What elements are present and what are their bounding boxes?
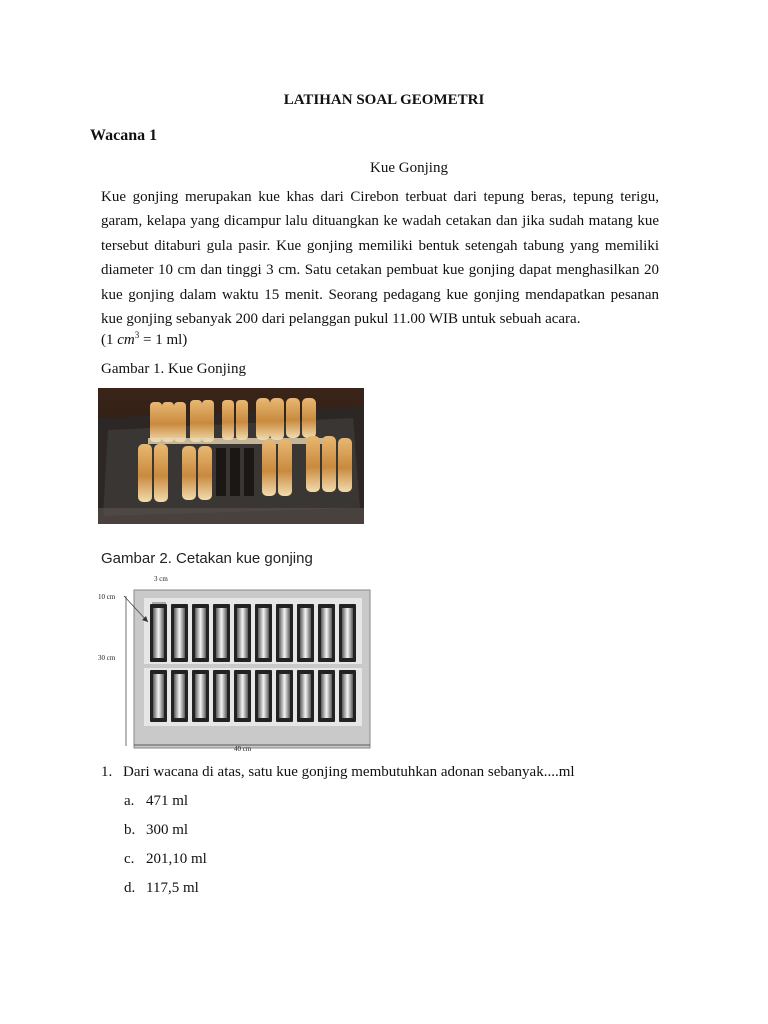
- unit-prefix: (1: [101, 332, 118, 348]
- mold-cavity-inner: [300, 608, 311, 658]
- option-text: 117,5 ml: [146, 880, 199, 896]
- kue-gonjing-photo: [98, 388, 364, 524]
- passage-line: garam, kelapa yang dicampur lalu dituangkan ke wadah cetakan dan jika sudah matang kue: [101, 213, 659, 230]
- mold-cavity-inner: [342, 608, 353, 658]
- unit-cm: cm: [117, 332, 135, 348]
- option-text: 201,10 ml: [146, 851, 207, 867]
- mold-cavity-inner: [153, 674, 164, 718]
- figure2-caption: Gambar 2. Cetakan kue gonjing: [101, 550, 313, 567]
- section-heading: Wacana 1: [90, 127, 158, 144]
- passage-title: Kue Gonjing: [370, 160, 448, 176]
- passage-line: kue gonjing sebanyak 200 dari pelanggan pukul 11.00 WIB untuk sebuah acara.: [101, 310, 581, 327]
- option-letter: a.: [124, 793, 135, 809]
- mold-cavity-inner: [342, 674, 353, 718]
- passage-line: tersebut ditaburi gula pasir. Kue gonjing memiliki bentuk setengah tabung yang memiliki: [101, 237, 659, 254]
- mold-cavity-inner: [237, 608, 248, 658]
- mold-cavity-inner: [258, 674, 269, 718]
- mold-cavity-inner: [279, 674, 290, 718]
- option-text: 300 ml: [146, 822, 189, 838]
- option-letter: d.: [124, 880, 136, 896]
- question-number: 1.: [101, 764, 113, 780]
- option-letter: c.: [124, 851, 135, 867]
- label-3cm: 3 cm: [154, 575, 168, 583]
- mold-cavity-inner: [300, 674, 311, 718]
- mold-diagram: [96, 574, 376, 752]
- unit-exponent: 3: [134, 330, 140, 340]
- mold-cavity-inner: [258, 608, 269, 658]
- label-30cm: 30 cm: [98, 654, 116, 662]
- figure1-caption: Gambar 1. Kue Gonjing: [101, 361, 246, 377]
- option-c[interactable]: [124, 851, 207, 868]
- mold-cavity-inner: [195, 608, 206, 658]
- passage-text: [101, 185, 659, 331]
- page-title: LATIHAN SOAL GEOMETRI: [283, 92, 485, 108]
- passage-line: diameter 10 cm dan tinggi 3 cm. Satu cetakan pembuat kue gonjing dapat menghasilkan 20: [101, 262, 659, 279]
- passage-line: Kue gonjing merupakan kue khas dari Cirebon terbuat dari tepung beras, tepung terigu,: [101, 189, 659, 205]
- mold-cavity-inner: [216, 608, 227, 658]
- option-text: 471 ml: [146, 793, 189, 809]
- mold-cavity-inner: [321, 608, 332, 658]
- mold-cavity-inner: [153, 608, 164, 658]
- question-1: [101, 764, 575, 781]
- mold-cavity-inner: [174, 608, 185, 658]
- mold-cavity-inner: [174, 674, 185, 718]
- mold-cavity-inner: [321, 674, 332, 718]
- option-d[interactable]: [124, 880, 199, 897]
- passage-line: kue gonjing dalam waktu 15 menit. Seorang pedagang kue gonjing mendapatkan pesanan: [101, 286, 659, 303]
- option-a[interactable]: [124, 793, 188, 810]
- mold-cavity-inner: [195, 674, 206, 718]
- label-10cm: 10 cm: [98, 593, 116, 601]
- unit-suffix: = 1 ml): [139, 332, 188, 348]
- option-letter: b.: [124, 822, 136, 838]
- mold-cavity-inner: [216, 674, 227, 718]
- option-b[interactable]: [124, 822, 188, 839]
- unit-conversion-note: [101, 330, 187, 349]
- mold-cavity-inner: [237, 674, 248, 718]
- question-text: Dari wacana di atas, satu kue gonjing membutuhkan adonan sebanyak....ml: [123, 764, 575, 780]
- mold-cavity-inner: [279, 608, 290, 658]
- label-40cm: 40 cm: [234, 745, 252, 752]
